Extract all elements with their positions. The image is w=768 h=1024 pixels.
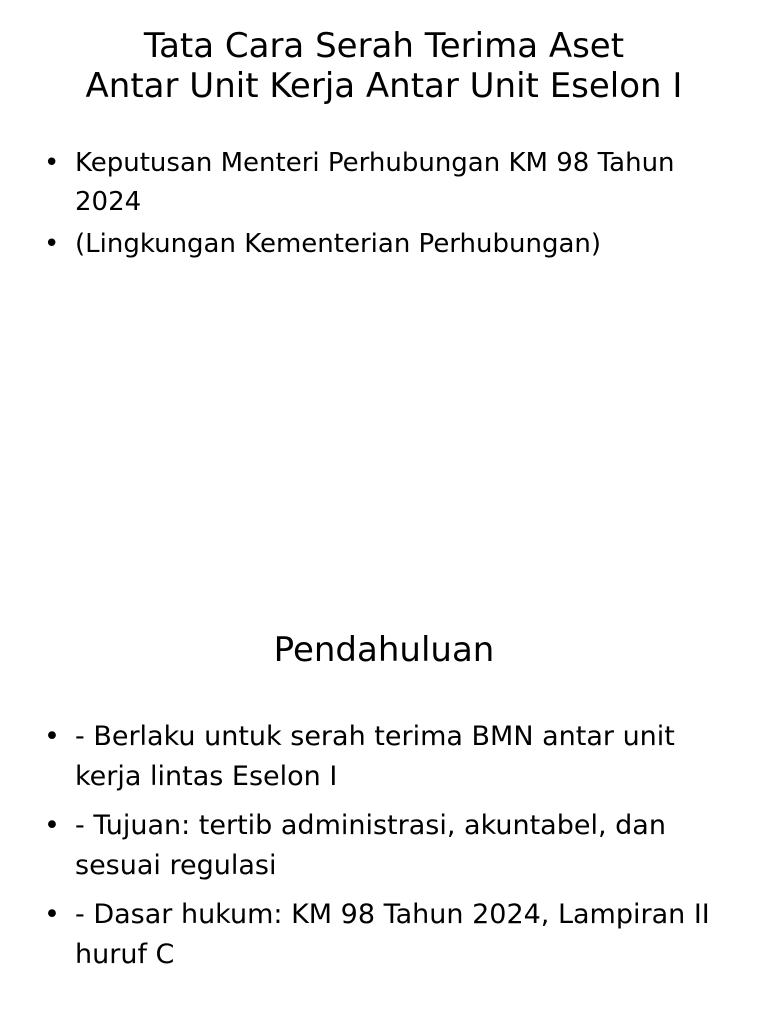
slide-title-line-2: Antar Unit Kerja Antar Unit Eselon I [85,66,683,106]
bullet-item [44,806,728,886]
bullet-item [44,717,728,797]
bullet-icon: • [44,810,60,841]
bullet-text: Keputusan Menteri Perhubungan KM 98 Tahun 2024 [75,148,675,217]
bullet-text: - Tujuan: tertib administrasi, akuntabel, dan sesuai regulasi [75,810,666,881]
slide-title-line-1: Tata Cara Serah Terima Aset [143,26,625,66]
bullet-text: (Lingkungan Kementerian Perhubungan) [75,229,602,259]
bullet-icon: • [44,148,60,178]
slide-title: Pendahuluan [273,630,495,670]
slide-2 [0,512,768,1024]
bullet-item [44,144,728,222]
bullet-list [44,144,728,267]
bullet-item [44,225,728,264]
bullet-icon: • [44,229,60,259]
bullet-icon: • [44,721,60,752]
bullet-icon: • [44,899,60,930]
slide-title [20,26,748,106]
bullet-item [44,895,728,975]
bullet-list [44,717,728,984]
bullet-text: - Dasar hukum: KM 98 Tahun 2024, Lampiran II huruf C [75,899,710,970]
bullet-text: - Berlaku untuk serah terima BMN antar unit kerja lintas Eselon I [75,721,675,792]
